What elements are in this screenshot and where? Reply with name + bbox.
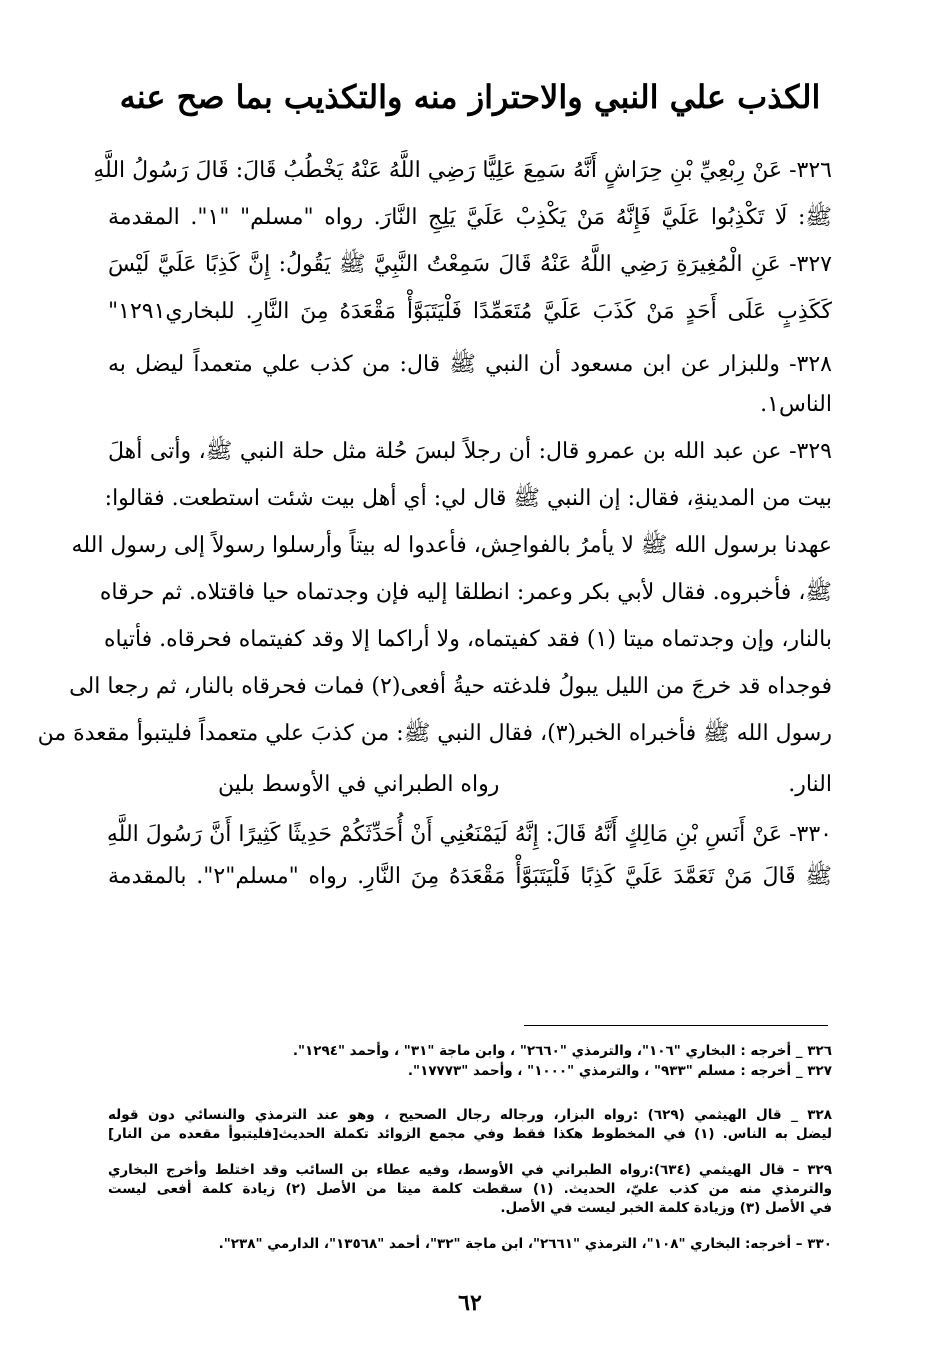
footnote-separator: [524, 1025, 828, 1026]
hadith-329-ending: النار.: [788, 772, 832, 797]
hadith-327-line-2: كَكَذِبٍ عَلَى أَحَدٍ مَنْ كَذَبَ عَلَيَّ مُتَعَمِّدًا فَلْيَتَبَوَّأْ مَقْعَدَهُ مِنَ النَّارِ. للبخاري١٢٩١": [108, 299, 832, 324]
hadith-329-line-1: ٣٢٩- عن عبد الله بن عمرو قال: أن رجلاً لبسَ حُلة مثل حلة النبي ﷺ، وأتى أهلَ: [108, 439, 832, 464]
hadith-329-source: رواه الطبراني في الأوسط بلين: [218, 772, 500, 797]
hadith-329-line-8: [108, 770, 832, 800]
hadith-329-line-6: فوجداه قد خرجَ من الليل يبولُ فلدغته حيةُ أفعى(٢) فمات فحرقاه بالنار، ثم رجعا الى: [69, 674, 832, 699]
hadith-329-line-5: بالنار، وإن وجدتماه ميتا (١) فقد كفيتماه، ولا أراكما إلا وقد كفيتماه فحرقاه. فأتياه: [103, 627, 832, 652]
footnote-329-line-2: والترمذي منه من كذب عليّ، الحديث. (١) سقطت كلمة ميتا من الأصل (٢) زيادة كلمة أفعى ليست: [108, 1181, 833, 1197]
hadith-328-line-2: الناس١.: [760, 392, 832, 417]
hadith-330-line-1: ٣٣٠- عَنْ أَنَسِ بْنِ مَالِكٍ أَنَّهُ قَالَ: إِنَّهُ لَيَمْنَعُنِي أَنْ أُحَدِّثَكُمْ حَدِيثًا كَثِيرًا أَنَّ رَسُولَ اللَّهِ: [106, 822, 832, 847]
page-title: الكذب علي النبي والاحتراز منه والتكذيب بما صح عنه: [119, 78, 821, 116]
hadith-329-line-7: رسول الله ﷺ فأخبراه الخبر(٣)، فقال النبي ﷺ: من كذبَ علي متعمداً فليتبوأ مقعدهَ من: [37, 721, 832, 746]
hadith-330-line-2: ﷺ قَالَ مَنْ تَعَمَّدَ عَلَيَّ كَذِبًا فَلْيَتَبَوَّأْ مَقْعَدَهُ مِنَ النَّارِ. رواه "مسلم"٢". بالمقدمة: [108, 864, 832, 889]
footnote-327: ٣٢٧ _ أخرجه : مسلم "٩٣٣" ، والترمذي "١٠٠٠" ، وأحمد "١٧٧٧٣".: [407, 1063, 832, 1079]
hadith-329-line-3: عهدنا برسول الله ﷺ لا يأمرُ بالفواحِش، فأعدوا له بيتاً وأرسلوا رسولاً إلى رسول الله: [71, 533, 832, 558]
hadith-329-line-2: بيت من المدينةِ، فقال: إن النبي ﷺ قال لي: أي أهل بيت شئت استطعت. فقالوا:: [104, 486, 832, 511]
hadith-328-line-1: ٣٢٨- وللبزار عن ابن مسعود أن النبي ﷺ قال: من كذب علي متعمداً ليضل به: [108, 352, 832, 377]
footnote-330: ٣٣٠ – أخرجه: البخاري "١٠٨"، الترمذي "٢٦٦١"، ابن ماجة "٣٢"، أحمد "١٣٥٦٨"، الدارمي "٢٣٨".: [218, 1236, 832, 1252]
footnote-329-line-1: ٣٢٩ – قال الهيثمي (٦٣٤):رواه الطبراني في الأوسط، وفيه عطاء بن السائب وقد اختلط وأخرج البخاري: [108, 1162, 833, 1178]
footnote-328-line-2: ليضل به الناس. (١) في المخطوط هكذا فقط وفي مجمع الزوائد تكملة الحديث[فليتبوأ مقعده من النار]: [108, 1126, 832, 1142]
page-number: ٦٢: [458, 1290, 482, 1316]
footnote-326: ٣٢٦ _ أخرجه : البخاري "١٠٦"، والترمذي "٢٦٦٠" ، وابن ماجة "٣١" ، وأحمد "١٢٩٤".: [292, 1043, 832, 1059]
hadith-329-line-4: ﷺ، فأخبروه. فقال لأبي بكر وعمر: انطلقا إليه فإن وجدتماه حيا فاقتلاه. ثم حرقاه: [99, 580, 832, 605]
footnote-329-line-3: في الأصل (٣) وزيادة كلمة الخبر ليست في الأصل.: [500, 1200, 832, 1216]
hadith-326-line-2: ﷺ: لَا تَكْذِبُوا عَلَيَّ فَإِنَّهُ مَنْ يَكْذِبْ عَلَيَّ يَلِجِ النَّارَ. رواه "مسلم" "١". المقدمة: [108, 205, 832, 230]
footnote-328-line-1: ٣٢٨ _ قال الهيثمي (٦٢٩) :رواه البزار، ورجاله رجال الصحيح ، وهو عند الترمذي والنسائي دون قوله: [108, 1107, 833, 1123]
hadith-326-line-1: ٣٢٦- عَنْ رِبْعِيِّ بْنِ حِرَاشٍ أَنَّهُ سَمِعَ عَلِيًّا رَضِي اللَّهُ عَنْهُ يَخْطُبُ قَالَ: قَالَ رَسُولُ اللَّهِ: [93, 158, 832, 183]
hadith-327-line-1: ٣٢٧- عَنِ الْمُغِيرَةِ رَضِي اللَّهُ عَنْهُ قَالَ سَمِعْتُ النَّبِيَّ ﷺ يَقُولُ: إِنَّ كَذِبًا عَلَيَّ لَيْسَ: [108, 252, 832, 277]
